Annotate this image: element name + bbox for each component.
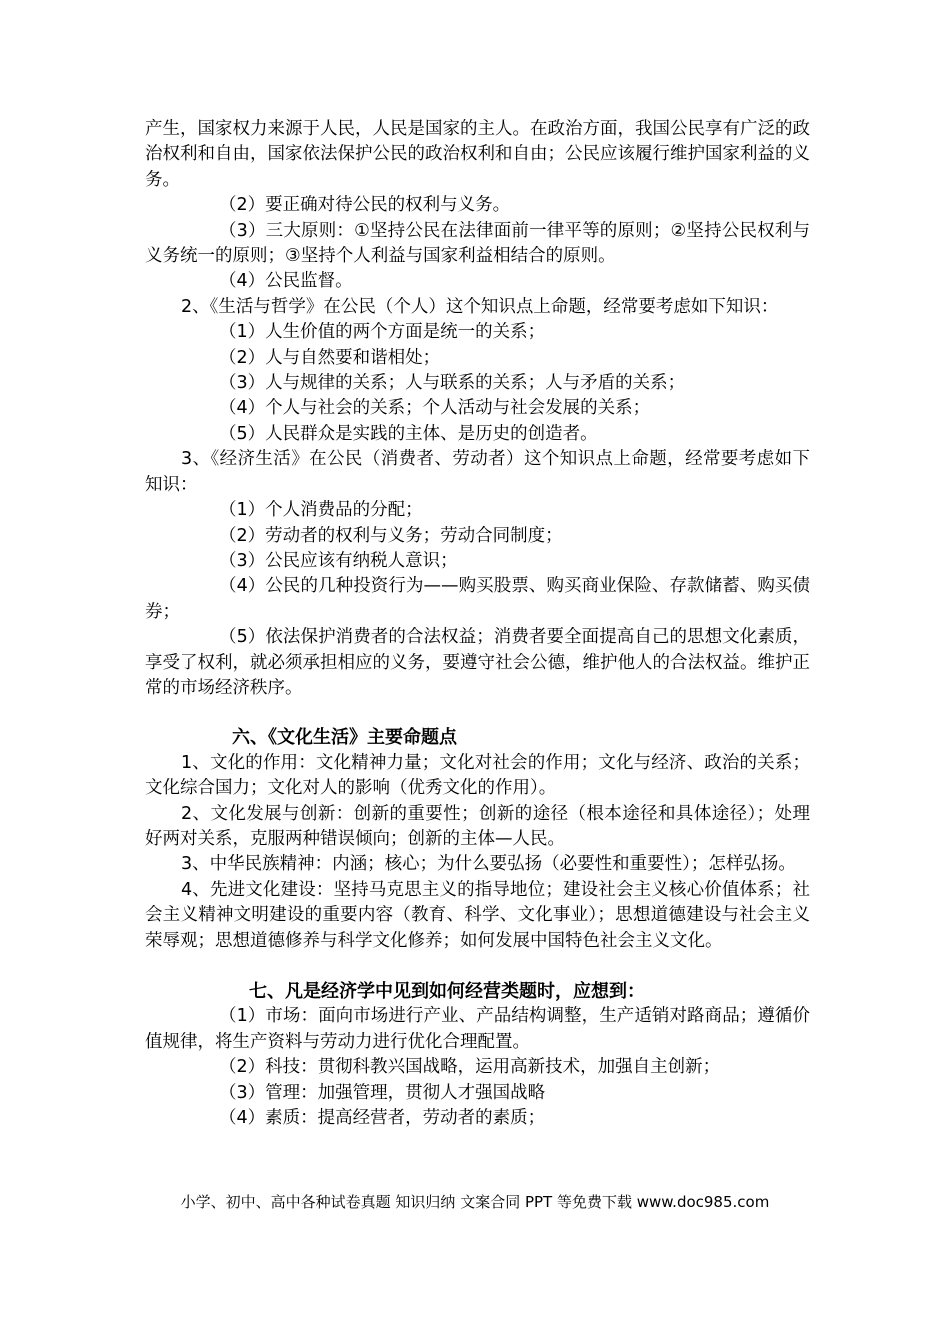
list-item: 1、文化的作用：文化精神力量；文化对社会的作用；文化与经济、政治的关系；文化综合国力；文化对人的影响（优秀文化的作用）。 bbox=[145, 752, 810, 799]
list-item: 2、文化发展与创新：创新的重要性；创新的途径（根本途径和具体途径）；处理好两对关系，克服两种错误倾向；创新的主体—人民。 bbox=[145, 803, 810, 849]
list-item: （3）公民应该有纳税人意识； bbox=[219, 550, 458, 571]
list-item: 4、先进文化建设：坚持马克思主义的指导地位；建设社会主义核心价值体系；社会主义精神文明建设的重要内容（教育、科学、文化事业）；思想道德建设与社会主义荣辱观；思想道德修养与科学文化修养；如何发展中国特色社会主义文化。 bbox=[145, 879, 810, 951]
section-heading: 七、凡是经济学中见到如何经营类题时，应想到： bbox=[249, 981, 645, 1002]
spacer bbox=[145, 954, 810, 979]
list-item: （3）管理：加强管理，贯彻人才强国战略 bbox=[219, 1082, 546, 1103]
document-body bbox=[145, 117, 810, 1131]
list-item: （3）三大原则：①坚持公民在法律面前一律平等的原则；②坚持公民权利与义务统一的原则；③坚持个人利益与国家利益相结合的原则。 bbox=[145, 220, 810, 267]
list-item: （4）个人与社会的关系；个人活动与社会发展的关系； bbox=[219, 398, 651, 419]
paragraph: 2、《生活与哲学》在公民（个人）这个知识点上命题，经常要考虑如下知识： bbox=[181, 296, 779, 317]
list-item: （3）人与规律的关系；人与联系的关系；人与矛盾的关系； bbox=[219, 373, 686, 394]
section-heading: 六、《文化生活》主要命题点 bbox=[232, 727, 457, 749]
list-item: （2）劳动者的权利与义务；劳动合同制度； bbox=[219, 525, 563, 546]
list-item: （4）素质：提高经营者，劳动者的素质； bbox=[219, 1108, 546, 1129]
list-item: （1）个人消费品的分配； bbox=[219, 500, 423, 521]
list-item: （2）科技：贯彻科教兴国战略，运用高新技术，加强自主创新； bbox=[219, 1057, 721, 1078]
list-item: （5）依法保护消费者的合法权益；消费者要全面提高自己的思想文化素质，享受了权利，就必须承担相应的义务，要遵守社会公德，维护他人的合法权益。维护正常的市场经济秩序。 bbox=[145, 627, 810, 698]
paragraph: 产生，国家权力来源于人民，人民是国家的主人。在政治方面，我国公民享有广泛的政治权利和自由，国家依法保护公民的政治权利和自由；公民应该履行维护国家利益的义务。 bbox=[145, 119, 810, 190]
list-item: （1）市场：面向市场进行产业、产品结构调整，生产适销对路商品；遵循价值规律，将生产资料与劳动力进行优化合理配置。 bbox=[145, 1006, 810, 1052]
spacer bbox=[145, 701, 810, 725]
list-item: （4）公民监督。 bbox=[219, 271, 353, 292]
list-item: （4）公民的几种投资行为——购买股票、购买商业保险、存款储蓄、购买债券； bbox=[145, 576, 810, 622]
list-item: （5）人民群众是实践的主体、是历史的创造者。 bbox=[219, 423, 598, 444]
paragraph: 3、《经济生活》在公民（消费者、劳动者）这个知识点上命题，经常要考虑如下知识： bbox=[145, 449, 810, 495]
list-item: （2）人与自然要和谐相处； bbox=[219, 347, 441, 368]
list-item: 3、中华民族精神：内涵；核心；为什么要弘扬（必要性和重要性）；怎样弘扬。 bbox=[181, 854, 796, 875]
page-footer: 小学、初中、高中各种试卷真题 知识归纳 文案合同 PPT 等免费下载 www.doc985.com bbox=[180, 1193, 770, 1211]
list-item: （2）要正确对待公民的权利与义务。 bbox=[219, 195, 511, 216]
list-item: （1）人生价值的两个方面是统一的关系； bbox=[219, 322, 546, 343]
